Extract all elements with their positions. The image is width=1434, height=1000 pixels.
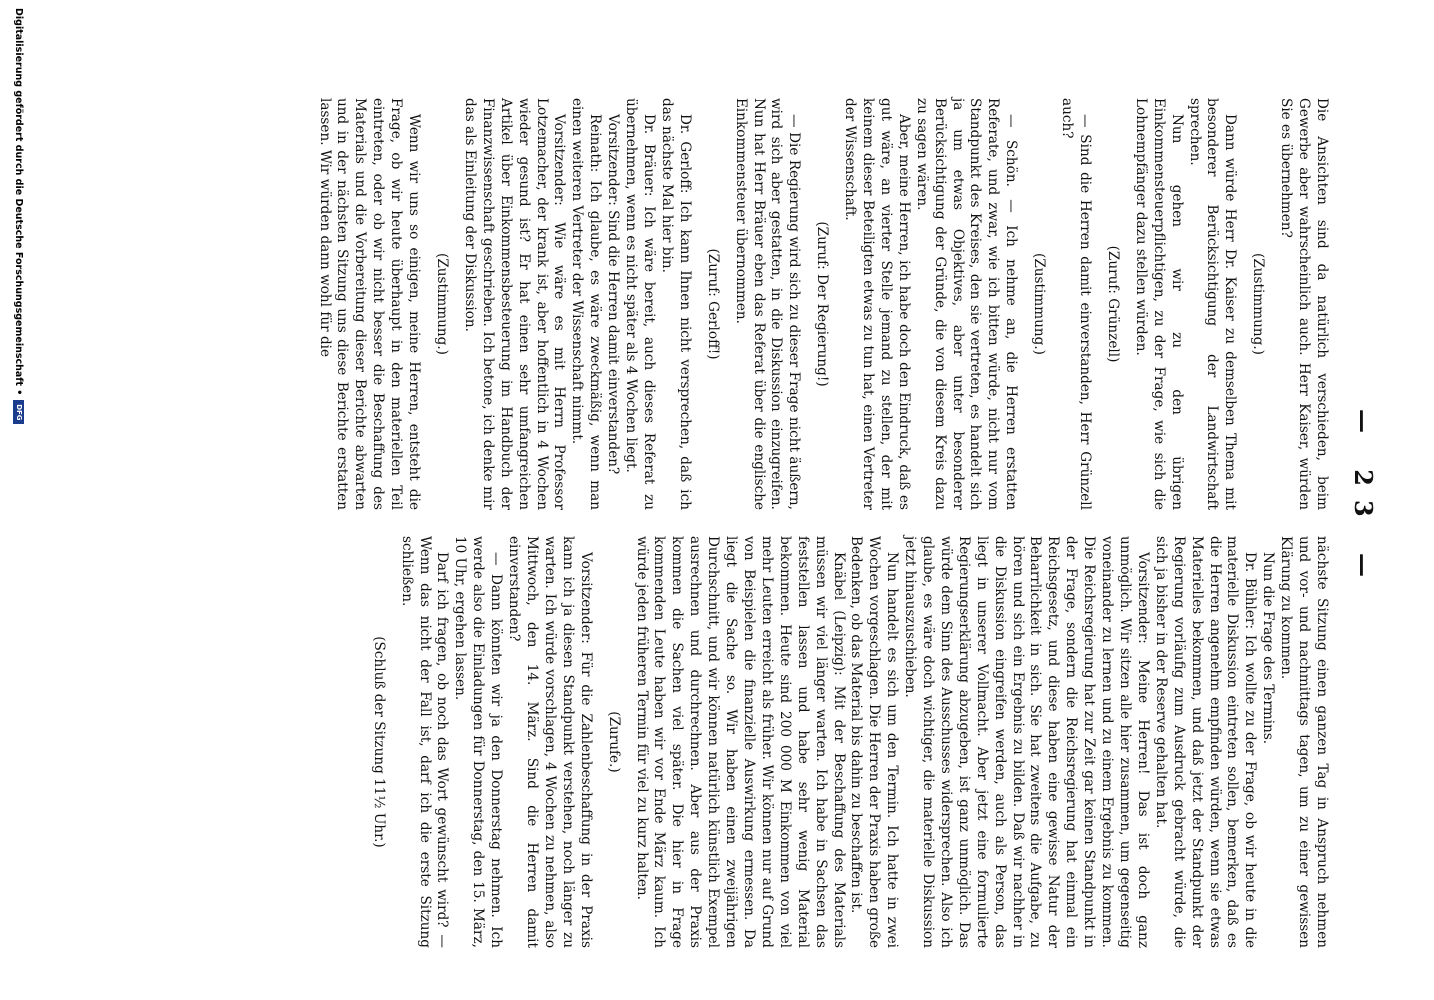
paragraph: — Die Regierung wird sich zu dieser Frage nicht äußern, wird sich aber gestatten, in die Diskussion einzugreifen. Nun hat Herr Bräuer eben das Referat über die englische Einkommensteuer übernommen.: [732, 98, 803, 510]
text-column-right: [359, 536, 1330, 948]
paragraph: Darf ich fragen, ob noch das Wort gewünscht wird? — Wenn das nicht der Fall ist, darf ich die erste Sitzung schließen.: [398, 536, 451, 948]
paragraph: Vorsitzender: Meine Herren! Das ist doch ganz unmöglich. Wir sitzen alle hier zusammen, um gegenseitig voneinander zu lernen und zu einem Ergebnis zu kommen. Die Reichsregierung hat zur Zeit gar keinen Standpunkt in der Frage, sondern die Reichsregierung hat einmal ein Reichsgesetz, und diese haben eine gewisse Natur der Beharrlichkeit in sich. Sie hat zweitens die Aufgabe, zu hören und sich ein Ergebnis zu bilden. Daß wir nachher in die Diskussion eingreifen werden, auch als Person, das liegt in unserer Vollmacht. Aber jetzt eine formulierte Regierungserklärung abzugeben, ist ganz unmöglich. Das würde dem Sinn des Ausschusses widersprechen. Also ich glaube, es wäre doch wichtiger, die materielle Diskussion jetzt hinauszuschieben.: [902, 536, 1151, 948]
interjection: (Zustimmung.): [1031, 253, 1048, 355]
paragraph: Knäbel (Leipzig): Mit der Beschaffung des Materials müssen wir viel länger warten. Ich habe in Sachsen das feststellen lassen und habe sehr wenig Material bekommen. Heute sind 200 000 M Einkommen von viel mehr Leuten erreicht als früher. Wir können nur auf Grund von Beispielen die finanzielle Auswirkung ermessen. Da liegt die Sache so. Wir haben einen zweijährigen Durchschnitt, und wir können natürlich künstlich Exempel ausrechnen und durchrechnen. Aber aus der Praxis kommen die Sachen viel später. Die hier in Frage kommenden Leute haben wir vor Ende März kaum. Ich würde jeden früheren Termin für viel zu kurz halten.: [633, 536, 847, 948]
paragraph: — Schön. — Ich nehme an, die Herren erstatten Referate, und zwar, wie ich bitten würde, nicht nur vom Standpunkt des Kreises, den sie vertreten, es handelt sich ja um etwas Objektives, aber unter besonderer Berücksichtigung der Gründe, die von diesem Kreis dazu zu sagen wären.: [913, 98, 1020, 510]
paragraph: Dann würde Herr Dr. Kaiser zu demselben Thema mit besonderer Berücksichtigung der Landwirtschaft sprechen.: [1186, 98, 1239, 510]
text-column-left: [315, 98, 1330, 510]
paragraph: — Sind die Herren damit einverstanden, Herr Grünzell auch?: [1059, 98, 1094, 510]
digitization-credit: [13, 8, 24, 424]
interjection: (Zurufe.): [605, 711, 622, 773]
paragraph: Dr. Bräuer: Ich wäre bereit, auch dieses Referat zu übernehmen, wenn es nicht später als 4 Wochen liegt.: [623, 98, 657, 510]
interjection: (Zuruf: Grünzell): [1104, 245, 1121, 363]
paragraph: Vorsitzender: Sind die Herren damit einverstanden?: [605, 114, 622, 475]
credit-text: Digitalisierung gefördert durch die Deutsche Forschungsgemeinschaft •: [13, 8, 24, 396]
interjection: (Zuruf: Gerloff!): [704, 248, 721, 360]
paragraph: Die Ansichten sind da natürlich verschieden, beim Gewerbe aber wahrscheinlich auch. Herr Kaiser, würden Sie es übernehmen?: [1278, 98, 1330, 510]
paragraph: Nun handelt es sich um den Termin. Ich hatte in zwei Wochen vorgeschlagen. Die Herren der Praxis haben große Bedenken, ob das Material bis dahin zu beschaffen ist.: [848, 536, 901, 948]
paragraph: Vorsitzender: Für die Zahlenbeschaffung in der Praxis kann ich ja diesen Standpunkt verstehen, noch länger zu warten. Ich würde vorschlagen, 4 Wochen zu nehmen, also Mittwoch, den 14. März. Sind die Herren damit einverstanden?: [506, 536, 594, 948]
paragraph: Nun die Frage des Termins.: [1260, 552, 1277, 745]
interjection: (Zustimmung.): [434, 253, 451, 355]
paragraph: Vorsitzender: Wie wäre es mit Herrn Professor Lotzemacher, der krank ist, aber hoffentlich in 4 Wochen wieder gesund ist? Er hat einen sehr umfangreichen Artikel über Einkommensbesteuerung im Handbuch der Finanzwissenschaft geschrieben. Ich betone, ich denke mir das als Einleitung der Diskussion.: [461, 98, 568, 510]
paragraph: nächste Sitzung einen ganzen Tag in Anspruch nehmen und vor- und nachmittags tagen, um zu einer gewissen Klärung zu kommen.: [1278, 536, 1330, 948]
interjection: (Zuruf: Der Regierung!): [814, 221, 831, 387]
paragraph: Wenn wir uns so einigen, meine Herren, entsteht die Frage, ob wir heute überhaupt in den materiellen Teil eintreten, oder ob wir nicht besser die Beschaffung des Materials und die Vorbereitung dieser Berichte abwarten und in der nächsten Sitzung uns diese Berichte erstatten lassen. Wir würden dann wohl für die: [316, 98, 423, 510]
interjection: (Zustimmung.): [1250, 253, 1267, 355]
paragraph: Nun gehen wir zu den übrigen Einkommensteuerpflichtigen, zu der Frage, wie sich die Lohnempfänger dazu stellen würden.: [1132, 98, 1185, 510]
paragraph: — Dann könnten wir ja den Donnerstag nehmen. Ich werde also die Einladungen für Donnerstag, den 15. März, 10 Uhr, ergehen lassen.: [452, 536, 505, 948]
dfg-logo: DFG: [13, 400, 24, 424]
page-number: — 23 —: [1349, 408, 1378, 592]
paragraph: Reinath: Ich glaube, es wäre zweckmäßig, wenn man einen weiteren Vertreter der Wissenschaft nimmt.: [569, 98, 604, 510]
paragraph: Dr. Bühler: Ich wollte zu der Frage, ob wir heute in die materielle Diskussion eintreten sollen, bemerken, daß es die Herren angenehm empfinden würden, wenn sie etwas Materielles bekommen, und daß jetzt der Standpunkt der Regierung vorläufig zum Ausdruck gebracht würde, die sich ja bisher in der Reserve gehalten hat.: [1152, 536, 1259, 948]
paragraph: Aber, meine Herren, ich habe doch den Eindruck, daß es gut wäre, an vierter Stelle jemand zu stellen, der mit keinem dieser Beteiligten etwas zu tun hat, einen Vertreter der Wissenschaft.: [842, 98, 912, 510]
interjection: (Schluß der Sitzung 11½ Uhr.): [370, 636, 387, 848]
paragraph: Dr. Gerloff: Ich kann Ihnen nicht versprechen, daß ich das nächste Mal hier bin.: [658, 98, 693, 510]
